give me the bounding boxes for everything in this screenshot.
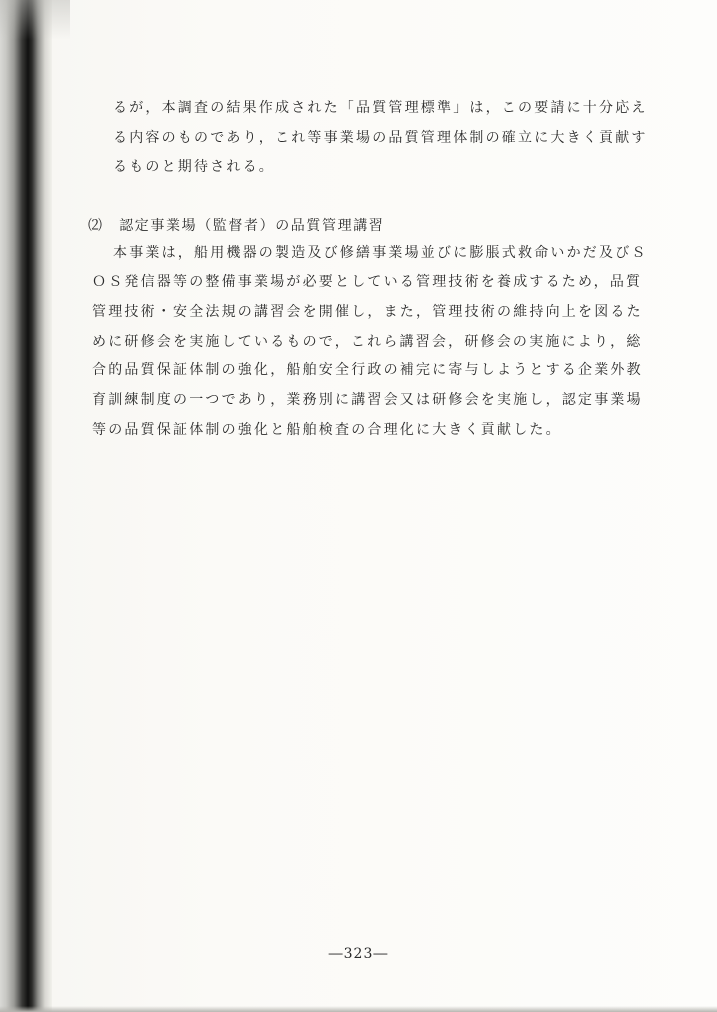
text-line: る内容のものであり，これ等事業場の品質管理体制の確立に大きく貢献す: [113, 130, 648, 146]
text-line: 本事業は，船用機器の製造及び修繕事業場並びに膨脹式救命いかだ及びＳ: [113, 245, 648, 261]
section-heading: ⑵ 認定事業場（監督者）の品質管理講習: [88, 218, 385, 234]
text-line: るものと期待される。: [113, 159, 275, 175]
text-line: ＯＳ発信器等の整備事業場が必要としている管理技術を養成するため，品質: [92, 274, 643, 290]
text-line: 合的品質保証体制の強化，船舶安全行政の補完に寄与しようとする企業外教: [92, 362, 643, 378]
text-line: 育訓練制度の一つであり，業務別に講習会又は研修会を実施し，認定事業場: [92, 392, 643, 408]
text-line: 等の品質保証体制の強化と船舶検査の合理化に大きく貢献した。: [92, 422, 562, 438]
text-line: るが，本調査の結果作成された「品質管理標準」は，この要請に十分応え: [113, 100, 648, 116]
binding-shadow: [0, 0, 52, 1012]
text-line: 管理技術・安全法規の講習会を開催し，また，管理技術の維持向上を図るた: [92, 304, 643, 320]
corner-shadow: [0, 0, 70, 40]
page-bottom-edge: [0, 1006, 717, 1012]
page-number: ―323―: [328, 946, 389, 962]
text-line: めに研修会を実施しているもので，これら講習会，研修会の実施により，総: [92, 334, 643, 350]
